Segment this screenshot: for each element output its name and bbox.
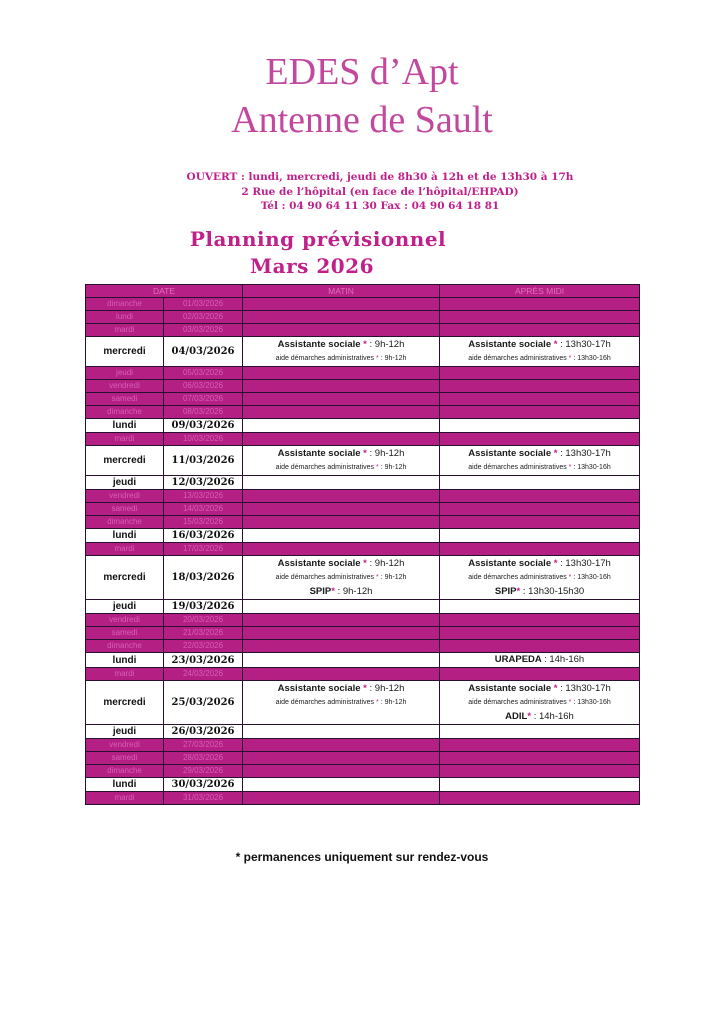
morning-cell: [243, 298, 440, 311]
row-date: 16/03/2026: [164, 529, 243, 543]
table-row: [86, 298, 640, 311]
service-name: aide démarches administratives: [275, 463, 375, 471]
star-mark: *: [376, 463, 379, 471]
row-date: 21/03/2026: [164, 627, 243, 640]
row-date: 10/03/2026: [164, 433, 243, 446]
row-day: lundi: [86, 653, 164, 668]
morning-cell: [243, 393, 440, 406]
service-time: : 9h-12h: [369, 447, 405, 459]
service-name: aide démarches administratives: [275, 698, 375, 706]
afternoon-cell: [440, 529, 640, 543]
service-time: : 14h-16h: [533, 710, 574, 722]
service-name: ADIL: [505, 710, 528, 722]
afternoon-cell: [440, 614, 640, 627]
row-date: 07/03/2026: [164, 393, 243, 406]
afternoon-cell: [440, 752, 640, 765]
row-date: 05/03/2026: [164, 367, 243, 380]
afternoon-cell: [440, 739, 640, 752]
row-day: dimanche: [86, 406, 164, 419]
afternoon-cell: [440, 668, 640, 681]
page-title: EDES d’Apt: [265, 51, 459, 93]
morning-cell: [243, 529, 440, 543]
star-mark: *: [376, 354, 379, 362]
table-header-row: [86, 285, 640, 298]
footnote: * permanences uniquement sur rendez-vous: [235, 850, 489, 864]
afternoon-cell: [440, 765, 640, 778]
row-day: vendredi: [86, 380, 164, 393]
service-name: aide démarches administratives: [468, 573, 567, 581]
afternoon-cell: [440, 778, 640, 792]
star-mark: *: [363, 447, 367, 459]
afternoon-cell: [440, 367, 640, 380]
row-day: samedi: [86, 752, 164, 765]
service-time: : 9h-12h: [380, 354, 407, 362]
row-day: lundi: [86, 311, 164, 324]
star-mark: *: [553, 338, 558, 350]
service-name: SPIP: [494, 585, 517, 597]
service-time: : 13h30-16h: [573, 573, 611, 581]
table-row: [86, 433, 640, 446]
afternoon-cell: [440, 380, 640, 393]
row-day: mercredi: [86, 446, 164, 476]
morning-cell: [243, 446, 440, 476]
service-time: : 13h30-16h: [573, 698, 611, 706]
column-header-afternoon: APRÈS MIDI: [440, 285, 640, 298]
service-time: : 13h30-17h: [560, 557, 611, 569]
row-date: 29/03/2026: [164, 765, 243, 778]
row-day: mardi: [86, 433, 164, 446]
row-day: vendredi: [86, 614, 164, 627]
row-date: 11/03/2026: [164, 446, 243, 476]
table-row: [86, 627, 640, 640]
morning-cell: [243, 653, 440, 668]
column-header-morning: MATIN: [243, 285, 440, 298]
row-day: lundi: [86, 778, 164, 792]
afternoon-cell: [440, 337, 640, 367]
row-date: 24/03/2026: [164, 668, 243, 681]
afternoon-cell: [440, 419, 640, 433]
table-row: [86, 446, 640, 476]
star-mark: *: [527, 710, 532, 722]
star-mark: *: [568, 354, 572, 362]
service-name: URAPEDA: [494, 654, 542, 665]
service-time: : 13h30-16h: [573, 463, 611, 471]
row-date: 19/03/2026: [164, 600, 243, 614]
row-date: 04/03/2026: [164, 337, 243, 367]
row-date: 18/03/2026: [164, 556, 243, 600]
table-row: [86, 516, 640, 529]
row-date: 28/03/2026: [164, 752, 243, 765]
service-time: : 9h-12h: [380, 698, 407, 706]
table-row: [86, 725, 640, 739]
table-row: [86, 543, 640, 556]
service-name: aide démarches administratives: [275, 573, 375, 581]
star-mark: *: [568, 573, 572, 581]
star-mark: *: [376, 573, 379, 581]
row-day: mercredi: [86, 681, 164, 725]
morning-cell: [243, 725, 440, 739]
table-row: [86, 380, 640, 393]
table-row: [86, 681, 640, 725]
afternoon-cell: [440, 516, 640, 529]
row-day: vendredi: [86, 490, 164, 503]
star-mark: *: [516, 585, 521, 597]
service-time: : 9h-12h: [369, 682, 405, 694]
service-name: aide démarches administratives: [468, 354, 567, 362]
table-row: [86, 668, 640, 681]
row-day: mardi: [86, 324, 164, 337]
planning-title: Planning prévisionnel: [189, 227, 447, 251]
row-date: 26/03/2026: [164, 725, 243, 739]
row-day: dimanche: [86, 765, 164, 778]
table-row: [86, 600, 640, 614]
row-day: mardi: [86, 792, 164, 805]
afternoon-cell: [440, 446, 640, 476]
row-day: mardi: [86, 543, 164, 556]
table-row: [86, 476, 640, 490]
morning-cell: [243, 543, 440, 556]
morning-cell: [243, 668, 440, 681]
morning-cell: [243, 311, 440, 324]
row-day: jeudi: [86, 600, 164, 614]
afternoon-cell: [440, 503, 640, 516]
afternoon-cell: [440, 556, 640, 600]
afternoon-cell: [440, 311, 640, 324]
row-date: 01/03/2026: [164, 298, 243, 311]
service-name: SPIP: [309, 585, 332, 597]
service-name: aide démarches administratives: [468, 463, 567, 471]
morning-cell: [243, 490, 440, 503]
table-row: [86, 490, 640, 503]
opening-hours: OUVERT : lundi, mercredi, jeudi de 8h30 à 12h et de 13h30 à 17h: [186, 171, 574, 183]
row-day: vendredi: [86, 739, 164, 752]
table-row: [86, 765, 640, 778]
service-name: Assistante sociale: [468, 557, 552, 569]
morning-cell: [243, 367, 440, 380]
row-day: mercredi: [86, 556, 164, 600]
afternoon-cell: [440, 640, 640, 653]
morning-cell: [243, 681, 440, 725]
row-day: jeudi: [86, 725, 164, 739]
row-date: 17/03/2026: [164, 543, 243, 556]
table-row: [86, 778, 640, 792]
row-date: 03/03/2026: [164, 324, 243, 337]
row-date: 27/03/2026: [164, 739, 243, 752]
service-time: : 9h-12h: [380, 463, 407, 471]
morning-cell: [243, 792, 440, 805]
afternoon-cell: [440, 792, 640, 805]
service-name: Assistante sociale: [468, 447, 552, 459]
morning-cell: [243, 739, 440, 752]
row-day: dimanche: [86, 298, 164, 311]
column-header-date: DATE: [86, 285, 243, 298]
service-time: : 13h30-17h: [560, 338, 611, 350]
table-row: [86, 653, 640, 668]
row-day: lundi: [86, 419, 164, 433]
service-time: : 9h-12h: [369, 557, 405, 569]
morning-cell: [243, 752, 440, 765]
row-date: 09/03/2026: [164, 419, 243, 433]
row-day: mercredi: [86, 337, 164, 367]
morning-cell: [243, 614, 440, 627]
row-date: 14/03/2026: [164, 503, 243, 516]
morning-cell: [243, 503, 440, 516]
morning-cell: [243, 516, 440, 529]
address: 2 Rue de l’hôpital (en face de l’hôpital/EHPAD): [241, 186, 519, 198]
star-mark: *: [331, 585, 335, 597]
row-date: 23/03/2026: [164, 653, 243, 668]
service-time: : 13h30-17h: [560, 447, 611, 459]
table-row: [86, 419, 640, 433]
phone-fax: Tél : 04 90 64 11 30 Fax : 04 90 64 18 81: [260, 200, 500, 212]
table-row: [86, 367, 640, 380]
row-day: jeudi: [86, 476, 164, 490]
afternoon-cell: [440, 681, 640, 725]
star-mark: *: [568, 698, 572, 706]
row-date: 30/03/2026: [164, 778, 243, 792]
star-mark: *: [363, 682, 367, 694]
afternoon-cell: [440, 490, 640, 503]
row-date: 20/03/2026: [164, 614, 243, 627]
table-row: [86, 739, 640, 752]
service-time: : 9h-12h: [369, 338, 405, 350]
row-day: mardi: [86, 668, 164, 681]
row-date: 25/03/2026: [164, 681, 243, 725]
row-date: 22/03/2026: [164, 640, 243, 653]
afternoon-cell: [440, 406, 640, 419]
morning-cell: [243, 380, 440, 393]
service-name: Assistante sociale: [277, 338, 361, 350]
morning-cell: [243, 600, 440, 614]
star-mark: *: [553, 447, 558, 459]
table-row: [86, 752, 640, 765]
morning-cell: [243, 476, 440, 490]
service-name: aide démarches administratives: [275, 354, 375, 362]
table-row: [86, 503, 640, 516]
row-day: samedi: [86, 627, 164, 640]
service-time: : 13h30-15h30: [522, 585, 585, 597]
row-day: samedi: [86, 503, 164, 516]
service-time: : 13h30-17h: [560, 682, 611, 694]
row-date: 31/03/2026: [164, 792, 243, 805]
star-mark: *: [553, 682, 558, 694]
star-mark: *: [568, 463, 572, 471]
row-day: dimanche: [86, 640, 164, 653]
star-mark: *: [363, 557, 367, 569]
service-name: Assistante sociale: [277, 682, 361, 694]
morning-cell: [243, 765, 440, 778]
planning-month: Mars 2026: [249, 254, 375, 278]
row-day: jeudi: [86, 367, 164, 380]
table-row: [86, 311, 640, 324]
table-row: [86, 556, 640, 600]
afternoon-cell: [440, 393, 640, 406]
schedule-table: [85, 284, 640, 805]
morning-cell: [243, 433, 440, 446]
page-subtitle: Antenne de Sault: [231, 99, 493, 141]
service-name: Assistante sociale: [277, 557, 361, 569]
morning-cell: [243, 406, 440, 419]
morning-cell: [243, 419, 440, 433]
afternoon-cell: [440, 324, 640, 337]
row-date: 08/03/2026: [164, 406, 243, 419]
afternoon-cell: [440, 725, 640, 739]
row-day: lundi: [86, 529, 164, 543]
service-name: Assistante sociale: [468, 682, 552, 694]
table-row: [86, 614, 640, 627]
service-name: Assistante sociale: [468, 338, 552, 350]
table-row: [86, 792, 640, 805]
morning-cell: [243, 778, 440, 792]
afternoon-cell: [440, 543, 640, 556]
table-row: [86, 640, 640, 653]
service-time: : 9h-12h: [380, 573, 407, 581]
table-row: [86, 324, 640, 337]
star-mark: *: [363, 338, 367, 350]
table-row: [86, 529, 640, 543]
afternoon-cell: [440, 653, 640, 668]
star-mark: *: [376, 698, 379, 706]
table-row: [86, 393, 640, 406]
row-date: 13/03/2026: [164, 490, 243, 503]
service-time: : 13h30-16h: [573, 354, 611, 362]
service-name: aide démarches administratives: [468, 698, 567, 706]
row-day: samedi: [86, 393, 164, 406]
morning-cell: [243, 337, 440, 367]
row-date: 02/03/2026: [164, 311, 243, 324]
morning-cell: [243, 640, 440, 653]
service-name: Assistante sociale: [277, 447, 361, 459]
row-day: dimanche: [86, 516, 164, 529]
afternoon-cell: [440, 600, 640, 614]
service-time: : 9h-12h: [337, 585, 373, 597]
row-date: 06/03/2026: [164, 380, 243, 393]
afternoon-cell: [440, 476, 640, 490]
service-time: : 14h-16h: [544, 654, 585, 665]
afternoon-cell: [440, 298, 640, 311]
afternoon-cell: [440, 433, 640, 446]
morning-cell: [243, 627, 440, 640]
morning-cell: [243, 324, 440, 337]
morning-cell: [243, 556, 440, 600]
row-date: 15/03/2026: [164, 516, 243, 529]
row-date: 12/03/2026: [164, 476, 243, 490]
table-row: [86, 406, 640, 419]
star-mark: *: [553, 557, 558, 569]
table-row: [86, 337, 640, 367]
afternoon-cell: [440, 627, 640, 640]
